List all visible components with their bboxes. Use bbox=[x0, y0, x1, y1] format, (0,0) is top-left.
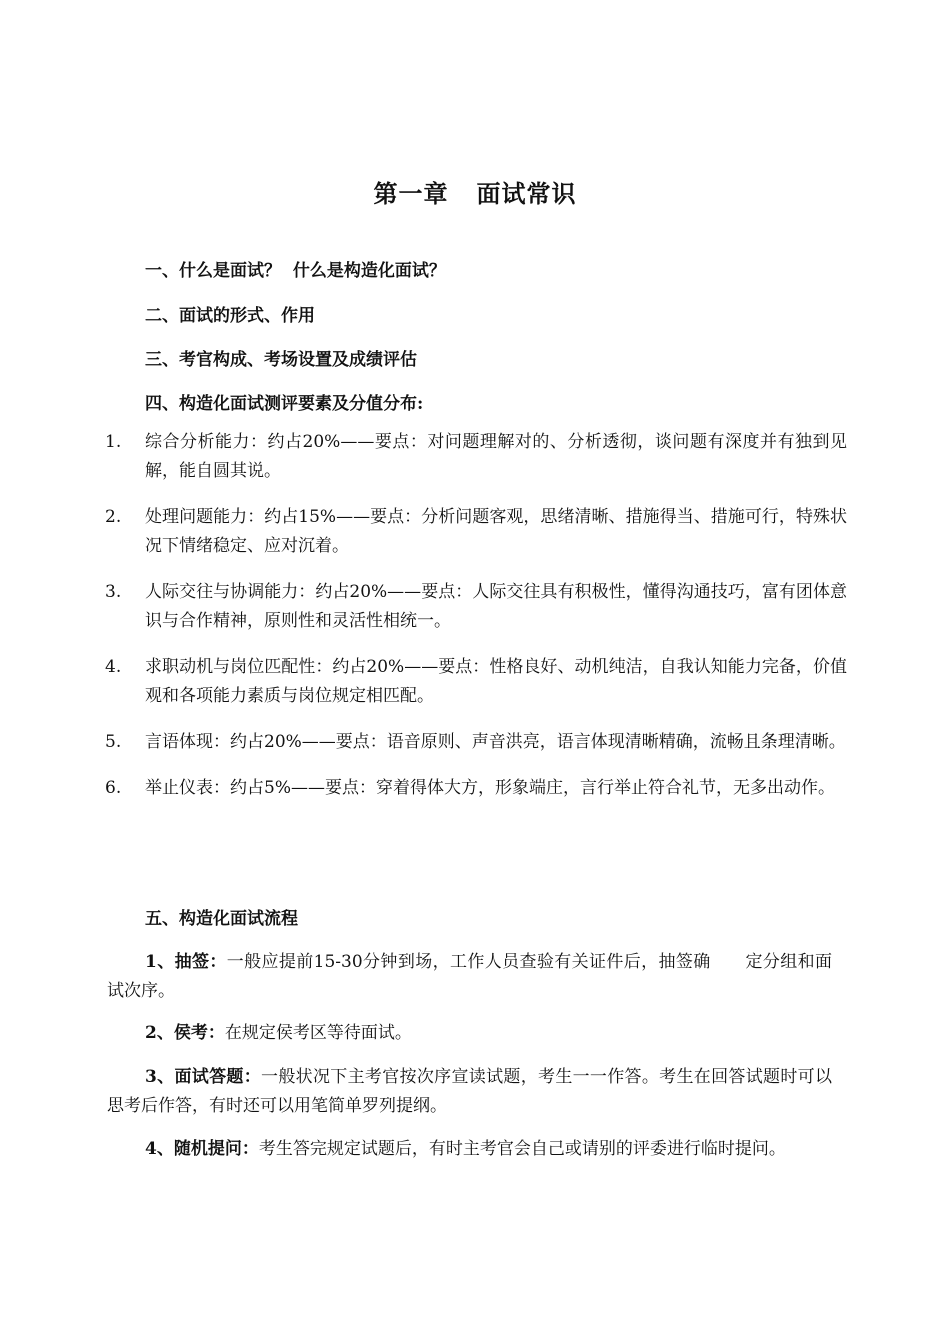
list-item-number: 1. bbox=[105, 432, 122, 452]
list-item-number: 3. bbox=[105, 582, 122, 602]
list-item-text: 处理问题能力：约占15%——要点：分析问题客观，思绪清晰、措施得当、措施可行，特殊状况下情绪稳定、应对沉着。 bbox=[145, 507, 847, 556]
process-step-text: 在规定侯考区等待面试。 bbox=[224, 1023, 412, 1043]
section-heading-interview-process: 五、构造化面试流程 bbox=[145, 909, 298, 929]
process-step-answering bbox=[107, 1063, 832, 1121]
process-step-label: 3、面试答题： bbox=[145, 1067, 262, 1087]
process-step-text: 一般状况下主考官按次序宣读试题，考生一一作答。考生在回答试题时可以思考后作答，有时还可以用笔简单罗列提纲。 bbox=[107, 1067, 832, 1116]
process-step-draw-lots bbox=[107, 948, 832, 1006]
list-item bbox=[0, 653, 847, 711]
process-step-text: 一般应提前15-30分钟到场，工作人员查验有关证件后，抽签确 定分组和面试次序。 bbox=[107, 952, 832, 1001]
list-item-text: 举止仪表：约占5%——要点：穿着得体大方，形象端庄，言行举止符合礼节，无多出动作。 bbox=[145, 778, 835, 798]
list-item bbox=[0, 774, 847, 803]
list-item-text: 综合分析能力：约占20%——要点：对问题理解对的、分析透彻，谈问题有深度并有独到见解，能自圆其说。 bbox=[145, 432, 847, 481]
list-item bbox=[0, 428, 847, 486]
list-item bbox=[0, 578, 847, 636]
process-step-label: 2、侯考： bbox=[145, 1023, 225, 1043]
list-item-text: 求职动机与岗位匹配性：约占20%——要点：性格良好、动机纯洁，自我认知能力完备，价值观和各项能力素质与岗位规定相匹配。 bbox=[145, 657, 847, 706]
list-item-number: 5. bbox=[105, 732, 122, 752]
section-heading-what-is-interview: 一、什么是面试？ 什么是构造化面试？ bbox=[145, 261, 446, 281]
section-heading-interview-form: 二、面试的形式、作用 bbox=[145, 306, 315, 326]
evaluation-elements-list bbox=[0, 428, 950, 820]
process-step-label: 4、随机提问： bbox=[145, 1139, 259, 1159]
list-item-number: 4. bbox=[105, 657, 122, 677]
process-step-text: 考生答完规定试题后，有时主考官会自己或请别的评委进行临时提问。 bbox=[258, 1139, 786, 1159]
section-heading-examiner-setup: 三、考官构成、考场设置及成绩评估 bbox=[145, 350, 417, 370]
list-item bbox=[0, 728, 847, 757]
list-item-number: 6. bbox=[105, 778, 122, 798]
list-item-text: 人际交往与协调能力：约占20%——要点：人际交往具有积极性，懂得沟通技巧，富有团体意识与合作精神，原则性和灵活性相统一。 bbox=[145, 582, 847, 631]
process-step-random-question bbox=[107, 1135, 832, 1164]
list-item-number: 2. bbox=[105, 507, 122, 527]
list-item bbox=[0, 503, 847, 561]
section-heading-evaluation-elements: 四、构造化面试测评要素及分值分布: bbox=[145, 394, 424, 414]
chapter-title: 第一章 面试常识 bbox=[373, 179, 577, 208]
process-step-waiting bbox=[107, 1019, 832, 1048]
process-step-label: 1、抽签： bbox=[145, 952, 227, 972]
list-item-text: 言语体现：约占20%——要点：语音原则、声音洪亮，语言体现清晰精确，流畅且条理清晰。 bbox=[145, 732, 846, 752]
